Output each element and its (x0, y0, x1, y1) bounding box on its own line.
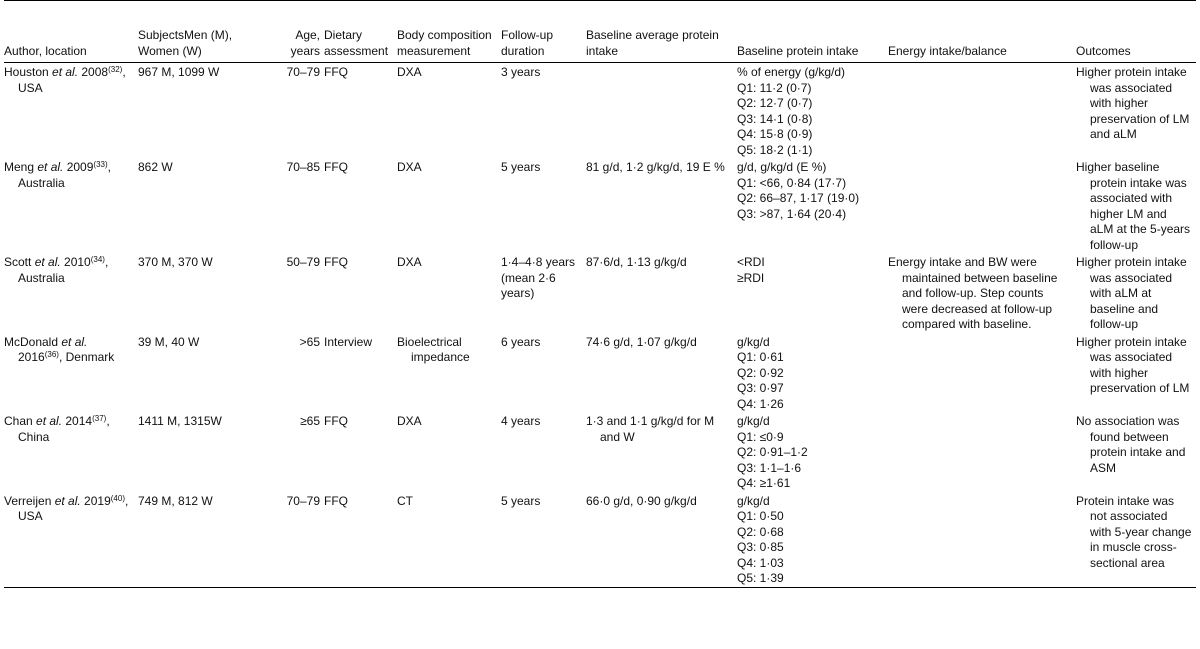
avg-intake-text: 87·6/d, 1·13 g/kg/d (586, 255, 687, 269)
outcomes-text: Higher protein intake was associated with higher preservation of LM (1076, 334, 1190, 395)
baseline-line: Q2: 66–87, 1·17 (19·0) (737, 191, 860, 205)
avg-intake-text: 1·3 and 1·1 g/kg/d for M and W (586, 414, 715, 444)
outcomes-cell (1076, 158, 1196, 253)
author-name: Houston (4, 65, 53, 79)
dietary-cell: FFQ (324, 414, 348, 428)
outcomes-cell (1076, 253, 1196, 333)
baseline-line: Q1: 11·2 (0·7) (737, 80, 812, 95)
outcomes-text: Higher protein intake was associated with aLM at baseline and follow-up (1076, 255, 1187, 331)
author-etal: et al. (34, 255, 61, 269)
author-cell (4, 253, 138, 333)
author-year: 2014 (62, 414, 93, 428)
table-body (4, 63, 1196, 588)
col-header-outcomes: Outcomes (1076, 1, 1196, 63)
author-ref: (33) (93, 160, 108, 169)
author-name: Verreijen (4, 493, 55, 508)
author-cell (4, 63, 138, 159)
baseline-line: Q1: ≤0·9 (737, 429, 784, 444)
baseline-cell (737, 63, 888, 159)
dietary-cell: FFQ (324, 255, 348, 269)
col-header-energy: Energy intake/balance (888, 1, 1076, 63)
body-composition-text: DXA (397, 414, 422, 428)
avg-intake-text: 81 g/d, 1·2 g/kg/d, 19 E % (586, 160, 725, 174)
body-composition-cell (397, 158, 501, 253)
baseline-line: Q1: <66, 0·84 (17·7) (737, 175, 847, 190)
author-etal: et al. (52, 65, 79, 79)
study-table (4, 0, 1196, 588)
baseline-cell (737, 333, 888, 413)
baseline-line: Q2: 12·7 (0·7) (737, 96, 813, 110)
col-header-followup: Follow-up duration (501, 1, 586, 63)
baseline-line: Q4: 15·8 (0·9) (737, 127, 813, 141)
col-header-baseline: Baseline protein intake (737, 1, 888, 63)
baseline-line: Q2: 0·68 (737, 524, 784, 539)
baseline-line: g/kg/d (737, 493, 770, 508)
baseline-line: Q4: 1·26 (737, 396, 784, 411)
dietary-cell: FFQ (324, 160, 348, 174)
baseline-line: Q4: ≥1·61 (737, 476, 791, 490)
author-name: Meng (4, 160, 38, 174)
baseline-cell (737, 158, 888, 253)
energy-cell (888, 158, 1076, 253)
col-header-author: Author, location (4, 1, 138, 63)
followup-cell: 3 years (501, 65, 541, 79)
body-composition-text: CT (397, 493, 413, 508)
baseline-line: g/d, g/kg/d (E %) (737, 160, 827, 174)
author-location: , USA (18, 493, 129, 523)
author-citation (4, 160, 134, 191)
avg-intake-cell (586, 492, 737, 588)
author-year: 2016 (18, 350, 45, 364)
followup-cell: 6 years (501, 334, 541, 349)
followup-cell: 4 years (501, 414, 541, 428)
subjects-cell: 862 W (138, 160, 173, 174)
table-row (4, 253, 1196, 333)
baseline-line: Q3: 14·1 (0·8) (737, 111, 813, 126)
age-cell: >65 (299, 334, 320, 349)
outcomes-cell (1076, 333, 1196, 413)
body-composition-text: DXA (397, 255, 422, 269)
baseline-lines (737, 414, 884, 492)
author-cell (4, 412, 138, 492)
author-year: 2009 (63, 160, 94, 174)
table-row (4, 158, 1196, 253)
body-composition-cell (397, 63, 501, 159)
author-name: Scott (4, 255, 35, 269)
author-citation (4, 65, 134, 96)
baseline-line: Q3: 1·1–1·6 (737, 460, 802, 475)
baseline-line: Q5: 1·39 (737, 571, 784, 585)
baseline-line: Q3: 0·85 (737, 540, 784, 554)
outcomes-text: Higher protein intake was associated with higher preservation of LM and aLM (1076, 65, 1190, 141)
author-cell (4, 158, 138, 253)
author-location: , China (18, 414, 110, 444)
author-etal: et al. (36, 414, 63, 428)
subjects-cell: 1411 M, 1315W (138, 414, 222, 428)
baseline-line: Q3: >87, 1·64 (20·4) (737, 206, 847, 221)
baseline-lines (737, 255, 884, 286)
outcomes-text: Higher baseline protein intake was associated with higher LM and aLM at the 5-years follow-up (1076, 160, 1191, 252)
baseline-lines (737, 494, 884, 587)
author-location: , Denmark (58, 350, 115, 364)
subjects-cell: 370 M, 370 W (138, 255, 213, 269)
energy-cell (888, 63, 1076, 159)
col-header-subjects: SubjectsMen (M), Women (W) (138, 1, 276, 63)
avg-intake-text: 74·6 g/d, 1·07 g/kg/d (586, 334, 697, 349)
baseline-line: Q1: 0·61 (737, 350, 784, 364)
author-etal: et al. (61, 334, 88, 349)
author-citation (4, 335, 134, 366)
author-year: 2019 (80, 493, 111, 508)
subjects-cell: 39 M, 40 W (138, 334, 200, 349)
followup-cell: 1·4–4·8 years (mean 2·6 years) (501, 255, 576, 300)
outcomes-cell (1076, 412, 1196, 492)
baseline-line: % of energy (g/kg/d) (737, 65, 846, 79)
outcomes-cell (1076, 63, 1196, 159)
author-year: 2010 (60, 255, 91, 269)
age-cell: 70–79 (276, 492, 324, 588)
col-header-dietary: Dietary assessment (324, 1, 397, 63)
avg-intake-cell (586, 412, 737, 492)
author-year: 2008 (78, 65, 109, 79)
author-citation (4, 255, 134, 286)
energy-cell (888, 333, 1076, 413)
header-row (4, 1, 1196, 63)
subjects-cell: 967 M, 1099 W (138, 65, 220, 79)
baseline-lines (737, 65, 884, 158)
age-cell: 50–79 (286, 255, 320, 269)
author-citation (4, 494, 134, 525)
author-ref: (37) (92, 414, 107, 423)
author-cell (4, 492, 138, 588)
author-etal: et al. (54, 493, 81, 508)
table-row (4, 492, 1196, 588)
outcomes-text: No association was found between protein intake and ASM (1076, 414, 1186, 475)
baseline-line: Q2: 0·91–1·2 (737, 445, 808, 459)
baseline-cell (737, 253, 888, 333)
energy-cell (888, 412, 1076, 492)
body-composition-text: Bioelectrical impedance (397, 334, 470, 364)
energy-cell (888, 492, 1076, 588)
dietary-cell: FFQ (324, 65, 348, 79)
baseline-cell (737, 492, 888, 588)
baseline-lines (737, 335, 884, 413)
avg-intake-cell (586, 333, 737, 413)
baseline-line: Q4: 1·03 (737, 555, 784, 570)
followup-cell: 5 years (501, 160, 541, 174)
baseline-line: <RDI (737, 255, 765, 269)
author-ref: (34) (90, 255, 105, 264)
baseline-line: g/kg/d (737, 414, 770, 428)
table-row (4, 412, 1196, 492)
age-cell: 70–85 (286, 160, 320, 174)
author-name: McDonald (4, 334, 62, 349)
energy-cell (888, 253, 1076, 333)
body-composition-cell (397, 412, 501, 492)
avg-intake-text: 66·0 g/d, 0·90 g/kg/d (586, 493, 697, 508)
dietary-cell: FFQ (324, 492, 397, 588)
table-row (4, 333, 1196, 413)
body-composition-text: DXA (397, 160, 422, 174)
avg-intake-cell (586, 158, 737, 253)
baseline-line: Q5: 18·2 (1·1) (737, 142, 813, 157)
col-header-avg-intake: Baseline average protein intake (586, 1, 737, 63)
baseline-line: Q2: 0·92 (737, 365, 784, 380)
avg-intake-cell (586, 253, 737, 333)
subjects-cell: 749 M, 812 W (138, 492, 276, 588)
age-cell: ≥65 (300, 414, 320, 428)
outcomes-text: Protein intake was not associated with 5-year change in muscle cross-sectional area (1076, 493, 1192, 570)
baseline-line: Q1: 0·50 (737, 509, 784, 523)
body-composition-cell (397, 253, 501, 333)
author-location: , Australia (18, 255, 109, 285)
baseline-lines (737, 160, 884, 222)
author-etal: et al. (37, 160, 64, 174)
author-location: , USA (18, 65, 126, 95)
body-composition-cell (397, 333, 501, 413)
baseline-line: Q3: 0·97 (737, 381, 784, 395)
avg-intake-cell (586, 63, 737, 159)
author-location: , Australia (18, 160, 111, 190)
col-header-age: Age, years (276, 1, 324, 63)
dietary-cell: Interview (324, 334, 373, 349)
age-cell: 70–79 (286, 65, 320, 79)
author-name: Chan (4, 414, 37, 428)
author-ref: (40) (110, 493, 125, 503)
author-citation (4, 414, 134, 445)
followup-cell: 5 years (501, 492, 586, 588)
outcomes-cell (1076, 492, 1196, 588)
baseline-cell (737, 412, 888, 492)
body-composition-cell (397, 492, 501, 588)
table-row (4, 63, 1196, 159)
energy-text: Energy intake and BW were maintained between baseline and follow-up. Step counts were decreased at follow-up compared with baseline. (888, 255, 1058, 331)
baseline-line: ≥RDI (737, 270, 765, 285)
author-ref: (32) (108, 65, 123, 74)
body-composition-text: DXA (397, 65, 422, 79)
baseline-line: g/kg/d (737, 334, 770, 349)
author-ref: (36) (44, 350, 59, 359)
author-cell (4, 333, 138, 413)
col-header-body: Body composition measurement (397, 1, 501, 63)
